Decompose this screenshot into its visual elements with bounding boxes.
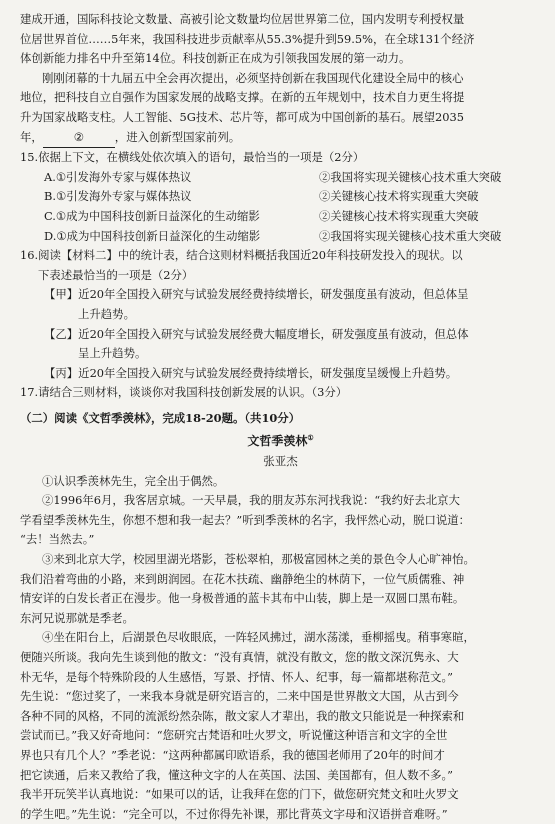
article-line: ①认识季羡林先生，完全出于偶然。 xyxy=(42,473,225,488)
article-title xyxy=(20,428,541,452)
question-stem: 15.依据上下文，在横线处依次填入的语句，最恰当的一项是（2分） xyxy=(20,150,365,165)
passage-end xyxy=(20,10,541,148)
text-line xyxy=(20,128,541,149)
question-stem: 16.阅读【材料二】中的统计表，结合这则材料概括我国近20年科技研发投入的现状。以 xyxy=(20,248,463,263)
question-17: 17.请结合三则材料，谈谈你对我国科技创新发展的认识。（3分） xyxy=(20,385,348,400)
article-line: 界也只有几个人？”季老说：“这两种都属印欧语系，我的德国老师用了20年的时间才 xyxy=(20,747,445,762)
option-text: 【乙】近20年全国投入研究与试验发展经费大幅度增长，研发强度虽有波动，但总体 xyxy=(44,326,469,341)
article-line: 把它读通，后来又教给了我，懂这种文字的人在英国、法国、美国都有，但人数不多。” xyxy=(20,767,453,782)
text-fragment: ，进入创新型国家前列。 xyxy=(114,129,241,144)
option-d xyxy=(20,227,541,247)
article-line: 便随兴所谈。我向先生谈到他的散文：“没有真情，就没有散文，您的散文深沉隽永、大 xyxy=(20,650,459,664)
article-line: ③来到北京大学，校园里湖光塔影，苍松翠柏，那极富园林之美的景色令人心旷神怡。 xyxy=(42,552,475,567)
question-stem: 下表述最恰当的一项是（2分） xyxy=(38,267,194,282)
option-right: ②我国将实现关键核心技术重大突破 xyxy=(319,169,502,184)
option-right: ②我国将实现关键核心技术重大突破 xyxy=(319,228,502,243)
question-16 xyxy=(20,246,541,383)
text-line: 建成开通，国际科技论文数量、高被引论文数量均位居世界第二位，国内发明专利授权量 xyxy=(20,12,465,26)
article-line: 朴无华，是每个特殊阶段的人生感悟，写景、抒情、怀人、纪事，每一篇都堪称范文。” xyxy=(20,669,453,684)
option-text: 【丙】近20年全国投入研究与试验发展经费持续增长，研发强度呈缓慢上升趋势。 xyxy=(44,365,458,380)
option-jia xyxy=(20,285,541,324)
option-text: 上升趋势。 xyxy=(78,306,135,321)
section-heading: （二）阅读《文哲季羡林》，完成18-20题。（共10分） xyxy=(20,410,301,425)
option-yi xyxy=(20,325,541,364)
text-line: 位居世界首位……5年来，我国科技进步贡献率从55.3%提升到59.5%，在全球131个经济 xyxy=(20,31,475,46)
option-left: A.①引发海外专家与媒体热议 xyxy=(44,169,192,184)
option-left: D.①成为中国科技创新日益深化的生动缩影 xyxy=(44,228,261,243)
article-line: 学看望季羡林先生，你想不想和我一起去？”听到季羡林的名字，我怦然心动，脱口说道： xyxy=(20,512,471,527)
article-body xyxy=(20,472,541,824)
option-right: ②关键核心技术将实现重大突破 xyxy=(319,208,479,223)
text-line: 刚刚闭幕的十九届五中全会再次提出，必须坚持创新在我国现代化建设全局中的核心 xyxy=(42,70,464,85)
option-bing xyxy=(20,364,541,384)
option-right: ②关键核心技术将实现重大突破 xyxy=(319,189,479,204)
article-line: 情安详的白发长者正在漫步。他一身极普通的蓝卡其布中山装，脚上是一双圆口黑布鞋。 xyxy=(20,591,465,606)
article-title-text: 文哲季羡林 xyxy=(247,434,308,449)
article-line: 各种不同的风格，不同的流派纷然杂陈，散文家人才辈出，我的散文只能说是一种探索和 xyxy=(20,708,465,723)
article-line: 东河兄说那就是季老。 xyxy=(20,610,134,625)
option-text: 【甲】近20年全国投入研究与试验发展经费持续增长，研发强度虽有波动，但总体呈 xyxy=(44,287,469,302)
text-line: 体创新能力排名中升至第14位。科技创新正在成为引领我国发展的第一动力。 xyxy=(20,51,411,66)
option-b xyxy=(20,187,541,207)
option-a xyxy=(20,168,541,188)
option-c xyxy=(20,207,541,227)
article-line: 我们沿着弯曲的小路，来到朗润园。在花木扶疏、幽静绝尘的林荫下，一位气质儒雅、神 xyxy=(20,571,465,586)
article xyxy=(20,428,541,824)
article-line: “去！当然去。” xyxy=(20,532,95,547)
article-line: 我半开玩笑半认真地说：“如果可以的话，让我拜在您的门下，做您研究梵文和吐火罗文 xyxy=(20,787,459,802)
text-fragment: 年， xyxy=(20,129,43,144)
option-left: B.①引发海外专家与媒体热议 xyxy=(44,189,192,204)
article-line: ②1996年6月，我客居京城。一天早晨，我的朋友苏东河找我说：“我约好去北京大 xyxy=(42,493,460,508)
question-15 xyxy=(20,148,541,246)
article-line: ④坐在阳台上，后湖景色尽收眼底，一阵轻风拂过，湖水荡漾，垂柳摇曳。稍事寒暄， xyxy=(42,630,475,645)
article-author: 张亚杰 xyxy=(263,454,298,469)
text-line: 地位，把科技自立自强作为国家发展的战略支撑。在新的五年规划中，技术自力更生将提 xyxy=(20,90,465,105)
article-line: 尝试而已。”我又好奇地问：“您研究古梵语和吐火罗文，听说懂这种语言和文字的全世 xyxy=(20,728,448,743)
footnote-mark: ① xyxy=(307,433,314,443)
option-text: 呈上升趋势。 xyxy=(78,346,147,361)
answer-blank: ② xyxy=(43,128,115,149)
article-line: 的学生吧。”先生说：“完全可以，不过你得先补课，那比背英文字母和汉语拼音难呀。” xyxy=(20,806,448,821)
option-left: C.①成为中国科技创新日益深化的生动缩影 xyxy=(44,208,260,223)
article-line: 先生说：“您过奖了，一来我本身就是研究语言的，二来中国是世界散文大国，从古到今 xyxy=(20,689,459,704)
text-line: 升为国家战略支柱。人工智能、5G技术、芯片等，都可成为中国创新的基石。展望2035 xyxy=(20,109,465,124)
